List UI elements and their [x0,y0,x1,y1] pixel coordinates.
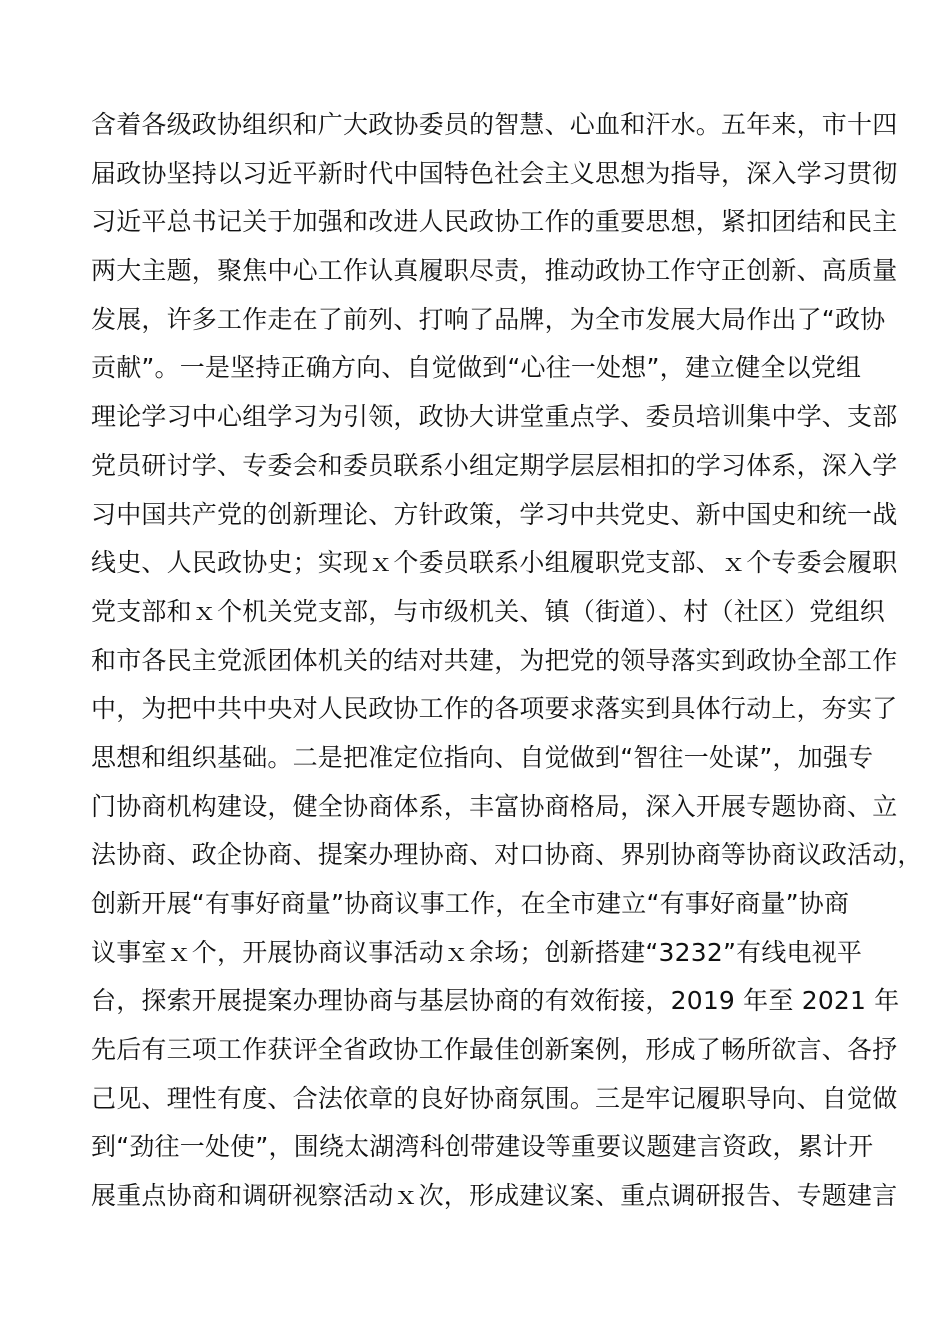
text-line: 线史、人民政协史；实现ｘ个委员联系小组履职党支部、ｘ个专委会履职 [91,548,898,578]
text-line: 创新开展“有事好商量”协商议事工作，在全市建立“有事好商量”协商 [91,889,850,918]
text-line: 含着各级政协组织和广大政协委员的智慧、心血和汗水。五年来，市十四 [91,110,898,139]
text-line: 和市各民主党派团体机关的结对共建，为把党的领导落实到政协全部工作 [91,645,898,675]
text-line: 习近平总书记关于加强和改进人民政协工作的重要思想，紧扣团结和民主 [91,207,898,237]
text-line: 理论学习中心组学习为引领，政协大讲堂重点学、委员培训集中学、支部 [91,402,898,432]
text-line: 台，探索开展提案办理协商与基层协商的有效衔接，2019 年至 2021 年 [91,986,900,1016]
text-line: 己见、理性有度、合法依章的良好协商氛围。三是牢记履职导向、自觉做 [91,1083,898,1113]
text-line: 两大主题，聚焦中心工作认真履职尽责，推动政协工作守正创新、高质量 [91,256,898,286]
text-line: 党员研讨学、专委会和委员联系小组定期学层层相扣的学习体系，深入学 [91,450,898,480]
text-line: 届政协坚持以习近平新时代中国特色社会主义思想为指导，深入学习贯彻 [91,158,898,188]
text-line: 习中国共产党的创新理论、方针政策，学习中共党史、新中国史和统一战 [91,499,898,529]
text-line: 展重点协商和调研视察活动ｘ次，形成建议案、重点调研报告、专题建言 [91,1181,898,1211]
text-line: 党支部和ｘ个机关党支部，与市级机关、镇（街道）、村（社区）党组织 [91,596,885,626]
text-line: 先后有三项工作获评全省政协工作最佳创新案例，形成了畅所欲言、各抒 [91,1035,898,1065]
text-line: 贡献”。一是坚持正确方向、自觉做到“心往一处想”，建立健全以党组 [91,353,862,383]
text-line: 门协商机构建设，健全协商体系，丰富协商格局，深入开展专题协商、立 [91,791,898,821]
text-line: 到“劲往一处使”，围绕太湖湾科创带建设等重要议题建言资政，累计开 [91,1132,874,1162]
body-paragraph [91,101,923,1221]
text-line: 思想和组织基础。二是把准定位指向、自觉做到“智往一处谋”，加强专 [91,742,874,772]
text-line: 中，为把中共中央对人民政协工作的各项要求落实到具体行动上，夯实了 [91,694,898,724]
text-line: 议事室ｘ个，开展协商议事活动ｘ余场；创新搭建“3232”有线电视平 [91,937,863,967]
text-line: 法协商、政企协商、提案办理协商、对口协商、界别协商等协商议政活动， [91,840,923,870]
text-line: 发展，许多工作走在了前列、打响了品牌，为全市发展大局作出了“政协 [91,304,886,334]
